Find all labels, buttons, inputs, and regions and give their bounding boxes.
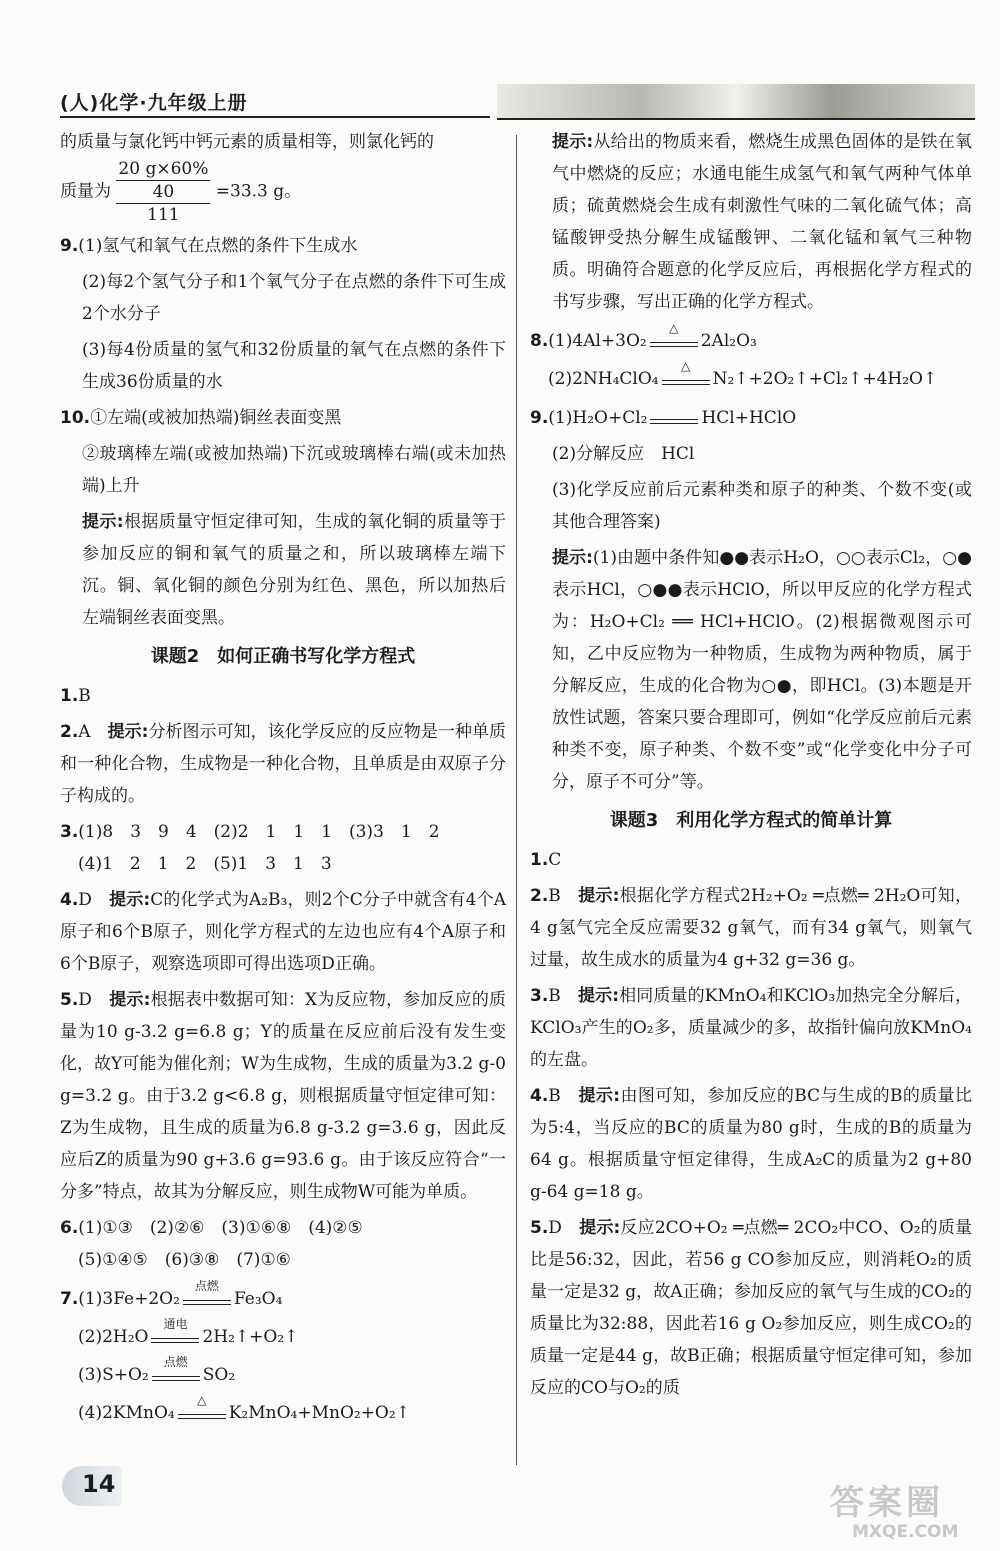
equation-left: (2)2H₂O [78,1327,149,1347]
hint-text: C的化学式为A₂B₃，则2个C分子中就含有4个A原子和6个B原子，则化学方程式的左边也应有4个A原子和6个B原子，观察选项即可得出选项D正确。 [60,890,506,974]
equation-left: (1)4Al+3O₂ [548,331,647,351]
equation-right: Fe₃O₄ [233,1289,283,1309]
reaction-arrow [650,320,698,349]
text-line: 质量为 [60,181,111,202]
answer-number: 10. [60,408,91,428]
answer-8 [530,322,972,398]
answer-number: 3. [530,986,549,1006]
reaction-condition: 通电 [163,1316,188,1331]
reaction-arrow [152,1354,200,1383]
text-line: (1)氢气和氧气在点燃的条件下生成水 [78,236,358,256]
answer-3-3 [530,980,972,1076]
answer-10-2: ②玻璃棒左端(或被加热端)下沉或玻璃棒右端(或未加热端)上升 [82,444,506,496]
header-title: (人)化学·九年级上册 [60,92,248,114]
hint-label: 提示: [578,1086,621,1106]
answer-9-right [530,402,972,434]
reaction-arrow [650,412,698,426]
answer-text: A [78,722,108,742]
answer-text: B [78,686,91,706]
equation-right: K₂MnO₄+MnO₂+O₂↑ [228,1403,410,1423]
reaction-arrow [662,358,710,387]
hint-label: 提示: [578,886,620,906]
reaction-condition: 点燃 [194,1278,219,1293]
fraction-denominator-bottom: 111 [116,203,210,226]
answer-number: 9. [530,408,549,428]
answer-10-hint [60,506,506,634]
header-rule [60,116,490,118]
section-title-2: 课题2 如何正确书写化学方程式 [150,646,416,667]
hint-label: 提示: [109,990,151,1010]
text-line: =33.3 g。 [215,181,302,202]
answer-9-right-2: (2)分解反应 HCl [552,444,695,464]
answer-text: D [78,990,110,1010]
page-header [60,82,975,122]
equation-left: (1)H₂O+Cl₂ [548,408,648,428]
answer-text: B [548,1086,579,1106]
answer-9-right-hint [530,542,972,798]
answer-2-5 [60,984,506,1208]
reaction-arrow [151,1316,199,1345]
hint-label: 提示: [552,548,593,568]
answer-number: 4. [60,890,79,910]
hint-text: 由图可知，参加反应的BC与生成的B的质量比为5:4，当反应的BC的质量为80 g时，生成的B的质量为64 g。根据质量守恒定律得，生成A₂C的质量为2 g+80 g-64 g=18 g。 [530,1086,972,1202]
answer-text: (1)8 3 9 4 (2)2 1 1 1 (3)3 1 2 [78,822,440,842]
answer-number: 6. [60,1218,79,1238]
fraction-numerator: 20 g×60% [118,159,209,179]
answer-3-5 [530,1212,972,1404]
answer-3-2 [530,880,972,976]
hint-text: 根据质量守恒定律可知，生成的氧化铜的质量等于参加反应的铜和氧气的质量之和，所以玻璃棒左端下沉。铜、氧化铜的颜色分别为红色、黑色，所以加热后左端铜丝表面变黑。 [82,512,506,628]
fraction-denominator-top: 40 [152,182,175,202]
answer-3-4 [530,1080,972,1208]
reaction-condition: △ [680,358,691,373]
equation-left: (4)2KMnO₄ [78,1403,175,1423]
hint-text: 反应2CO+O₂ ═点燃═ 2CO₂中CO、O₂的质量比是56:32，因此，若56 g CO参加反应，则消耗O₂的质量一定是32 g，故A正确；参加反应的氧气与生成的CO₂的质量比为32:88，因此若16 g O₂参加反应，则生成CO₂的质量一定是44 g，故B正确；根据质量守恒定律可知，参加反应的CO与O₂的质 [530,1218,972,1398]
answer-number: 8. [530,331,549,351]
section-title-3: 课题3 利用化学方程式的简单计算 [609,810,893,831]
hint-label: 提示: [107,722,149,742]
reaction-condition: 点燃 [163,1354,188,1369]
text-line: ①左端(或被加热端)铜丝表面变黑 [90,408,342,428]
answer-number: 2. [60,722,79,742]
hint-label: 提示: [109,890,151,910]
equation-right: 2H₂↑+O₂↑ [202,1327,299,1347]
answer-2-3 [60,816,506,880]
answer-8-continued [60,126,506,226]
answer-text: B [548,886,579,906]
hint-label: 提示: [578,986,620,1006]
answer-9 [60,230,506,262]
hint-text: 相同质量的KMnO₄和KClO₃加热完全分解后，KClO₃产生的O₂多，质量减少的多，故指针偏向放KMnO₄的左盘。 [530,986,972,1070]
answer-text: B [548,986,579,1006]
left-column [60,126,506,1436]
answer-2-2 [60,716,506,812]
hint-label: 提示: [82,512,124,532]
answer-2-1 [60,680,506,712]
watermark-url: MXQE.COM [852,1522,959,1542]
hint-text: (1)由题中条件知●●表示H₂O，○○表示Cl₂，○●表示HCl，○●●表示HClO，所以甲反应的化学方程式为：H₂O+Cl₂ ══ HCl+HClO。(2)根据微观图示可知，乙中反应物为一种物质，生成物为两种物质，属于分解反应，生成的化合物为○●，即HCl。(3)本题是开放性试题，答案只要合理即可，例如“化学反应前后元素种类不变，原子种类、个数不变”或“化学变化中分子可分，原子不可分”等。 [552,548,972,792]
answer-9-right-3: (3)化学反应前后元素种类和原子的种类、个数不变(或其他合理答案) [552,480,972,532]
answer-text: (5)①④⑤ (6)③⑧ (7)①⑥ [78,1250,291,1270]
answer-text: (1)①③ (2)②⑥ (3)①⑥⑧ (4)②⑤ [78,1218,363,1238]
hint-text: 分析图示可知，该化学反应的反应物是一种单质和一种化合物，生成物是一种化合物，且单质是由双原子分子构成的。 [60,722,506,806]
equation-right: SO₂ [202,1365,236,1385]
answer-3-1 [530,844,972,876]
equation-left: (3)S+O₂ [78,1365,149,1385]
hint-text: 根据化学方程式2H₂+O₂ ═点燃═ 2H₂O可知，4 g氢气完全反应需要32 g氧气，而有34 g氧气，则氧气过量，故生成水的质量为4 g+32 g=36 g。 [530,886,972,970]
answer-2-6 [60,1212,506,1276]
watermark-logo: 答案圈 [830,1483,944,1523]
answer-number: 9. [60,236,79,256]
answer-7-hint [530,126,972,318]
hint-label: 提示: [579,1218,621,1238]
answer-number: 1. [60,686,79,706]
answer-10 [60,402,506,434]
answer-number: 1. [530,850,549,870]
equation-right: HCl+HClO [701,408,797,428]
answer-number: 3. [60,822,79,842]
answer-text: (4)1 2 1 2 (5)1 3 1 3 [78,854,332,874]
right-column [530,126,972,1408]
equation-left: (2)2NH₄ClO₄ [548,369,659,389]
header-decoration [497,84,975,120]
answer-2-4 [60,884,506,980]
reaction-condition: △ [197,1392,207,1407]
answer-number: 5. [60,990,79,1010]
fraction [116,158,210,226]
hint-label: 提示: [552,132,594,152]
answer-text: D [548,1218,580,1238]
equation-right: N₂↑+2O₂↑+Cl₂↑+4H₂O↑ [712,369,938,389]
answer-text: D [78,890,110,910]
answer-9-3: (3)每4份质量的氢气和32份质量的氧气在点燃的条件下生成36份质量的水 [82,340,506,392]
answer-2-7 [60,1280,506,1432]
answer-number: 5. [530,1218,549,1238]
answer-9-2: (2)每2个氢气分子和1个氧气分子在点燃的条件下可生成2个水分子 [82,272,506,324]
reaction-arrow [178,1392,226,1421]
equation-right: 2Al₂O₃ [700,331,757,351]
reaction-condition: △ [669,320,679,335]
column-divider [516,135,517,1465]
answer-text: C [548,850,562,870]
equation-left: (1)3Fe+2O₂ [78,1289,180,1309]
page-number: 14 [82,1470,116,1498]
answer-number: 2. [530,886,549,906]
answer-number: 7. [60,1289,79,1309]
hint-text: 从给出的物质来看，燃烧生成黑色固体的是铁在氧气中燃烧的反应；水通电能生成氢气和氧气两种气体单质；硫黄燃烧会生成有刺激性气味的二氧化硫气体；高锰酸钾受热分解生成锰酸钾、二氧化锰和氧气三种物质。明确符合题意的化学反应后，再根据化学方程式的书写步骤，写出正确的化学方程式。 [552,132,972,312]
reaction-arrow [183,1278,231,1307]
hint-text: 根据表中数据可知：X为反应物，参加反应的质量为10 g-3.2 g=6.8 g；Y的质量在反应前后没有发生变化，故Y可能为催化剂；W为生成物，生成的质量为3.2 g-0 g=3.2 g。由于3.2 g<6.8 g，则根据质量守恒定律可知：Z为生成物，且生成的质量为6.8 g-3.2 g=3.6 g，因此反应后Z的质量为90 g+3.6 g=93.6 g。由于该反应符合“一分多”特点，故其为分解反应，则生成物W可能为单质。 [60,990,506,1202]
answer-number: 4. [530,1086,549,1106]
text-line: 的质量与氯化钙中钙元素的质量相等，则氯化钙的 [60,132,434,152]
